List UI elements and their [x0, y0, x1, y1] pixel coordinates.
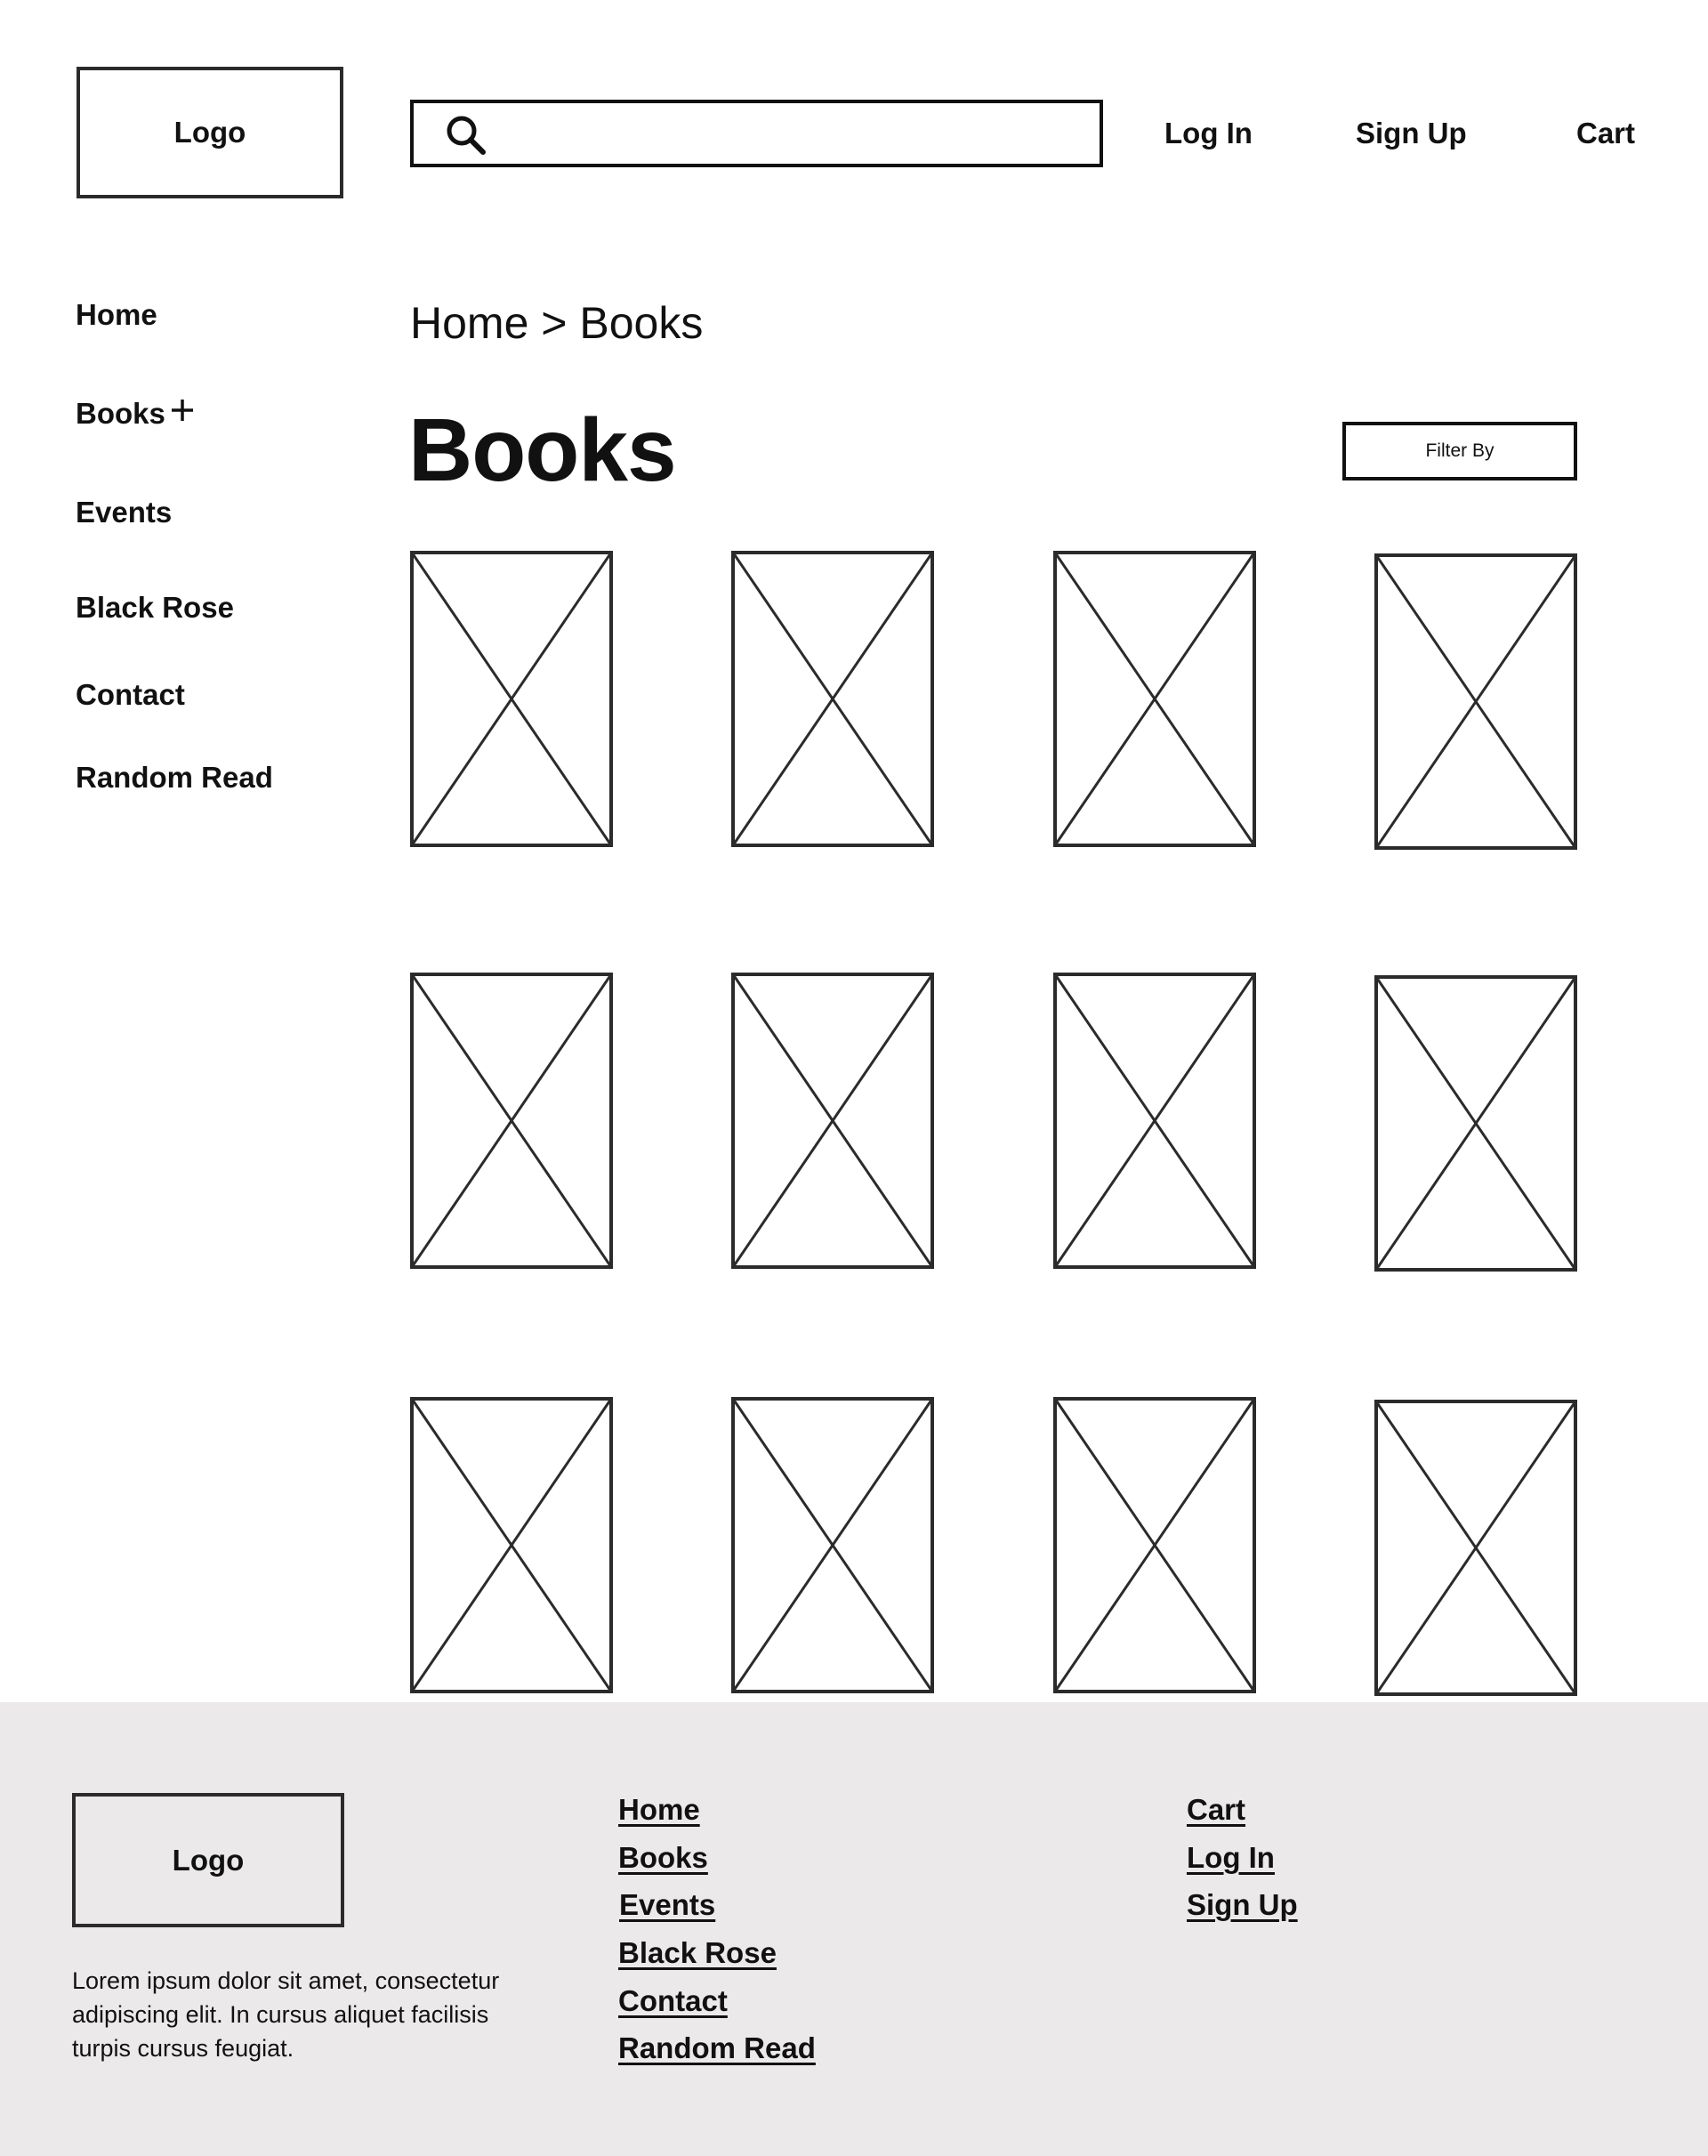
book-card[interactable] [1374, 1400, 1577, 1696]
search-input[interactable] [410, 100, 1103, 167]
footer-link-black-rose[interactable]: Black Rose [618, 1936, 777, 1969]
sidebar-item-random-read[interactable]: Random Read [76, 761, 273, 794]
sidebar-item-books[interactable]: Books [76, 397, 165, 430]
search-icon[interactable] [445, 114, 487, 157]
sidebar-item-black-rose[interactable]: Black Rose [76, 591, 234, 624]
image-placeholder-icon [1374, 1400, 1577, 1696]
logo[interactable] [77, 67, 343, 198]
footer-link-events[interactable]: Events [619, 1888, 716, 1921]
footer-link-cart[interactable]: Cart [1187, 1793, 1246, 1826]
book-card[interactable] [731, 1397, 934, 1693]
footer [0, 1702, 1708, 2156]
footer-link-books[interactable]: Books [618, 1841, 708, 1874]
footer-link-random-read[interactable]: Random Read [618, 2031, 816, 2064]
image-placeholder-icon [1053, 551, 1256, 847]
book-card[interactable] [1374, 975, 1577, 1272]
footer-link-contact[interactable]: Contact [618, 1984, 728, 2017]
footer-logo[interactable] [72, 1793, 344, 1927]
footer-link-signup[interactable]: Sign Up [1187, 1888, 1298, 1921]
footer-link-home[interactable]: Home [618, 1793, 700, 1826]
logo-label: Logo [173, 116, 246, 149]
book-card[interactable] [731, 551, 934, 847]
book-card[interactable] [731, 973, 934, 1269]
image-placeholder-icon [410, 973, 613, 1269]
book-card[interactable] [1053, 551, 1256, 847]
footer-link-login[interactable]: Log In [1187, 1841, 1275, 1874]
footer-logo-label: Logo [172, 1843, 245, 1877]
image-placeholder-icon [410, 1397, 613, 1693]
image-placeholder-icon [1374, 553, 1577, 850]
sidebar-item-contact[interactable]: Contact [76, 678, 185, 711]
book-card[interactable] [1374, 553, 1577, 850]
image-placeholder-icon [1053, 973, 1256, 1269]
book-card[interactable] [1053, 973, 1256, 1269]
image-placeholder-icon [731, 973, 934, 1269]
image-placeholder-icon [731, 551, 934, 847]
image-placeholder-icon [1053, 1397, 1256, 1693]
image-placeholder-icon [1374, 975, 1577, 1272]
signup-link[interactable]: Sign Up [1356, 117, 1467, 149]
plus-icon[interactable] [169, 397, 196, 424]
sidebar-item-home[interactable]: Home [76, 298, 157, 331]
footer-description: Lorem ipsum dolor sit amet, consectetur adipiscing elit. In cursus aliquet facilisis turpis cursus feugiat. [72, 1967, 500, 2062]
image-placeholder-icon [731, 1397, 934, 1693]
filter-button[interactable] [1342, 422, 1577, 480]
book-card[interactable] [410, 973, 613, 1269]
cart-link[interactable]: Cart [1576, 117, 1636, 149]
filter-label: Filter By [1425, 440, 1494, 461]
sidebar-item-events[interactable]: Events [76, 496, 173, 529]
image-placeholder-icon [410, 551, 613, 847]
book-card[interactable] [410, 1397, 613, 1693]
page-title: Books [408, 400, 676, 500]
login-link[interactable]: Log In [1164, 117, 1253, 149]
book-card[interactable] [410, 551, 613, 847]
breadcrumb: Home > Books [410, 298, 704, 348]
book-card[interactable] [1053, 1397, 1256, 1693]
